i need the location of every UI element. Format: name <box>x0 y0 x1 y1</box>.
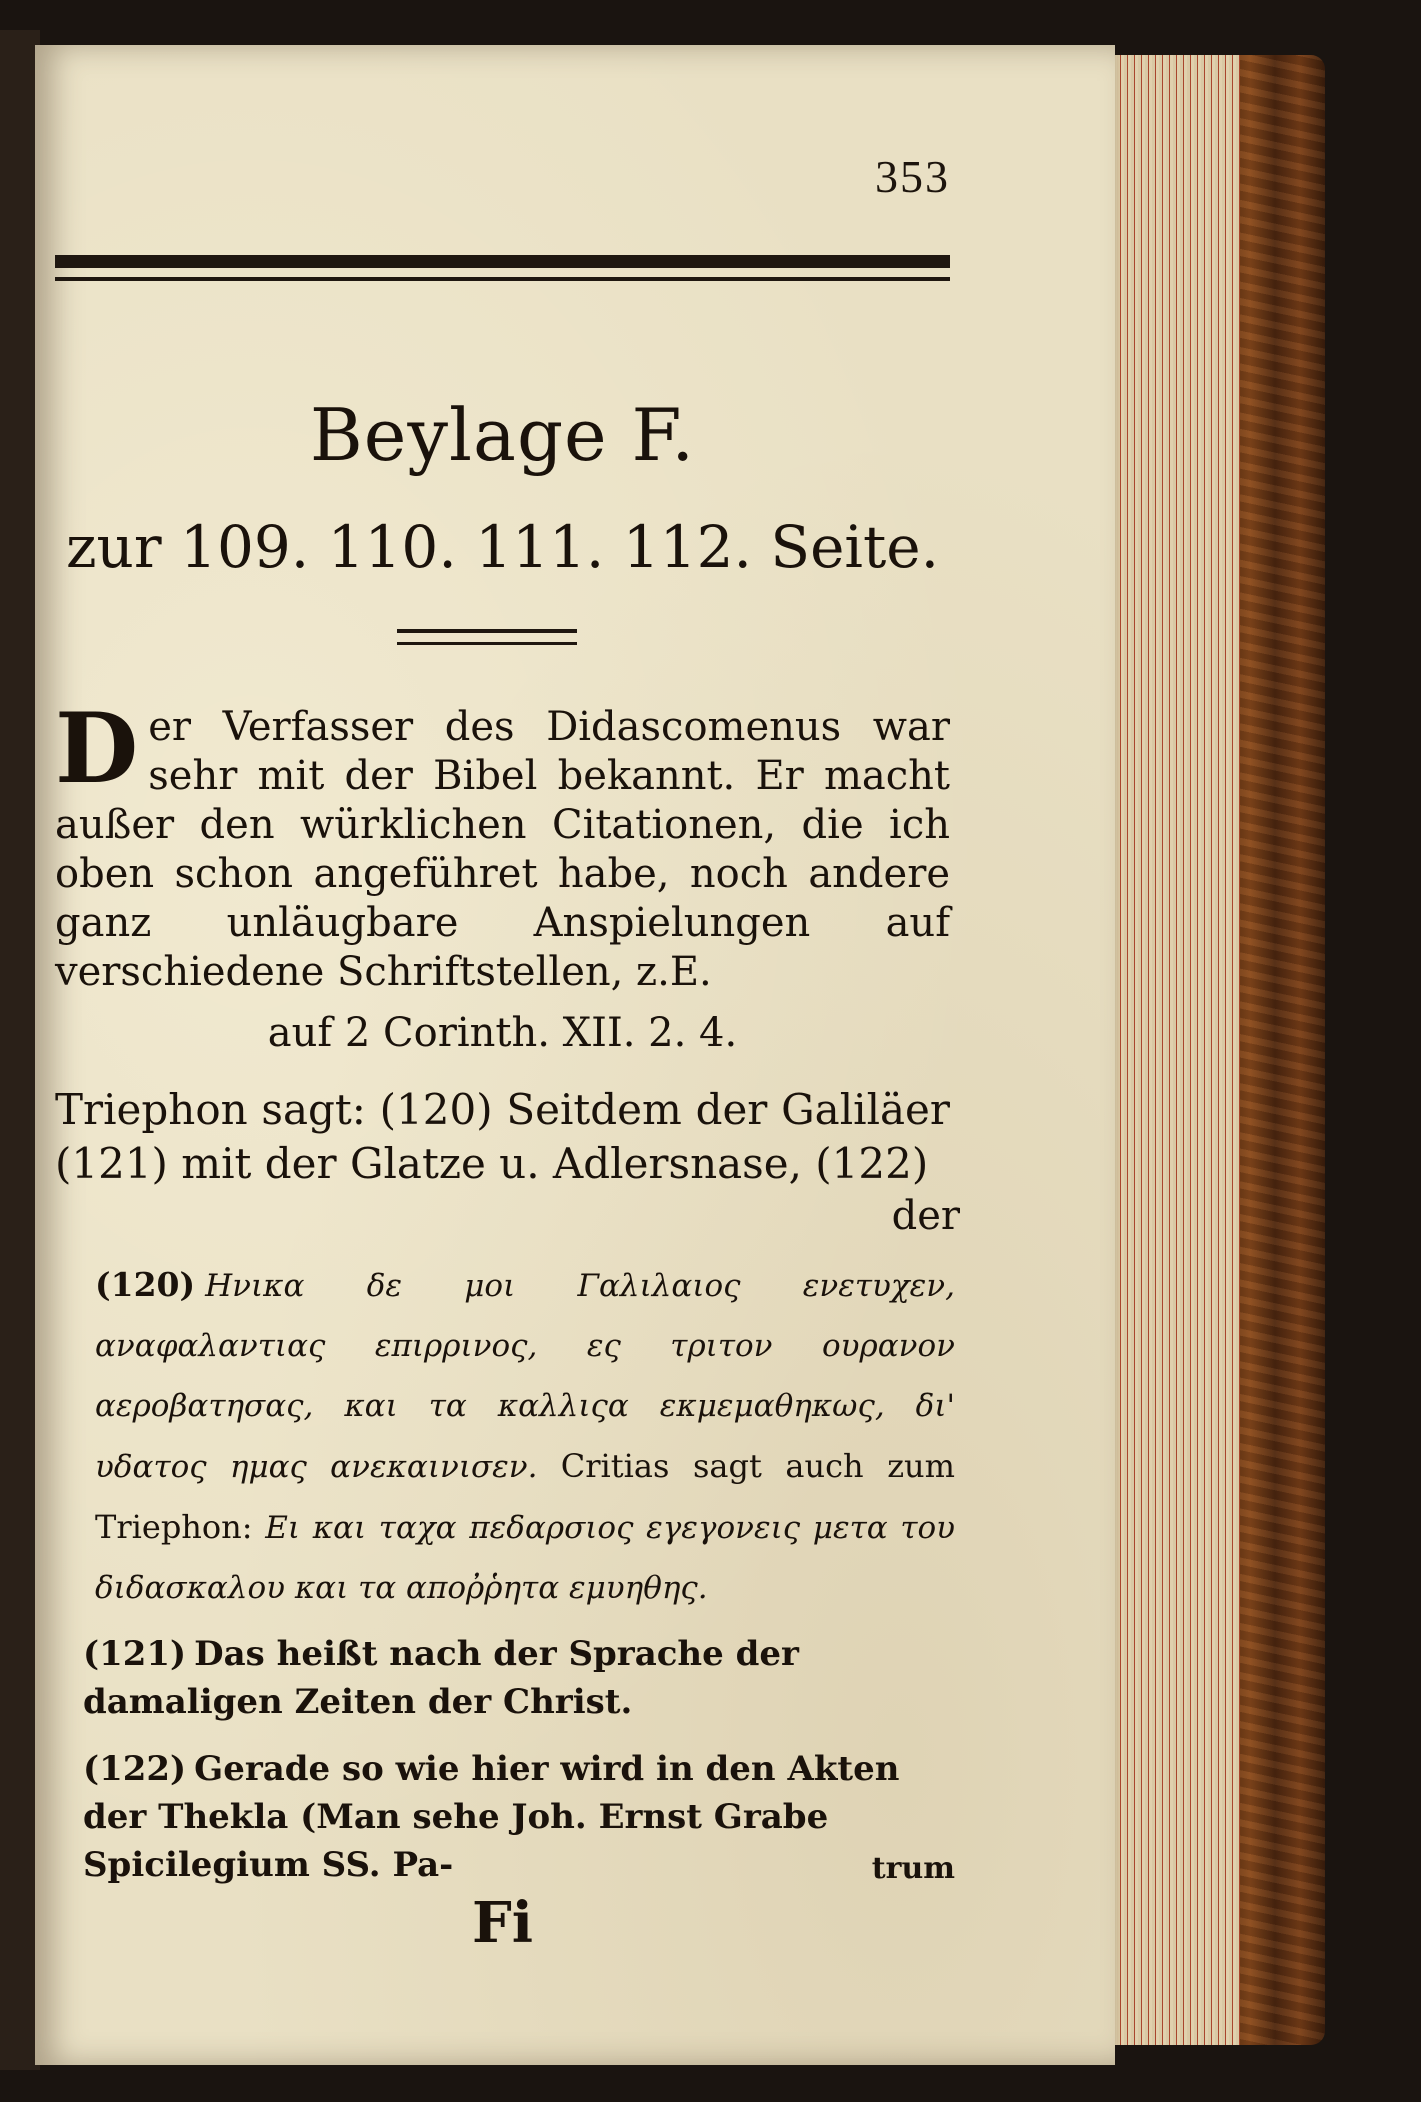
page-stack-edges <box>1110 55 1240 2045</box>
footnote-122-text: Gerade so wie hier wird in den Akten der Thekla (Man sehe Joh. Ernst Grabe Spicilegium SS. Pa- <box>83 1749 900 1885</box>
catchword: der <box>891 1193 960 1239</box>
page-number: 353 <box>875 151 950 202</box>
footnote-120-greek: Ηνικα δε μοι Γαλιλαιος ενετυχεν, αναφαλαντιας επιρρινος, ες τριτον ουρανον αεροβατησας, και τα καλλιςα εκμεμαθηκως, δι' υδατος ημας ανεκαινισεν. <box>95 1268 955 1485</box>
header-rule-thick <box>55 255 950 268</box>
section-subtitle: zur 109. 110. 111. 112. Seite. <box>65 513 940 581</box>
book-cover-right <box>1225 55 1325 2045</box>
header-rule-thin <box>55 277 950 281</box>
divider-rule-upper <box>397 629 577 633</box>
signature-mark: Fi <box>471 1890 534 1956</box>
footnote-120 <box>95 1255 955 1618</box>
footnote-122-label: (122) <box>83 1749 187 1789</box>
footnote-122 <box>83 1745 958 1889</box>
footnote-120-german: Critias sagt auch zum Triephon: <box>95 1447 955 1546</box>
footnote-121-label: (121) <box>83 1634 187 1674</box>
footnote-120-greek-2: Ει και ταχα πεδαρσιος εγεγονεις μετα του διδασκαλου και τα αποῤῥητα εμυηθης. <box>95 1510 956 1606</box>
book-page <box>35 45 1115 2065</box>
bible-reference: auf 2 Corinth. XII. 2. 4. <box>267 1010 738 1056</box>
divider-rule-lower <box>397 642 577 645</box>
paragraph-1-text: er Verfasser des Didascomenus war sehr mit der Bibel bekannt. Er macht außer den würklichen Citationen, die ich oben schon angeführet habe, noch andere ganz unläugbare Anspielungen auf verschiedene Schriftstellen, z.E. <box>55 704 950 995</box>
footnote-121-text: Das heißt nach der Sprache der damaligen Zeiten der Christ. <box>83 1634 799 1722</box>
paragraph-2: Triephon sagt: (120) Seitdem der Galiläer (121) mit der Glatze u. Adlersnase, (122) <box>55 1085 950 1188</box>
footnote-121 <box>83 1630 958 1726</box>
book-cover-left <box>0 30 40 2070</box>
drop-cap: D <box>55 692 139 805</box>
footnote-120-label: (120) <box>95 1265 196 1304</box>
paragraph-1 <box>55 692 950 997</box>
section-title: Beylage F. <box>309 393 696 477</box>
footnote-122-catchword: trum <box>871 1851 955 1886</box>
